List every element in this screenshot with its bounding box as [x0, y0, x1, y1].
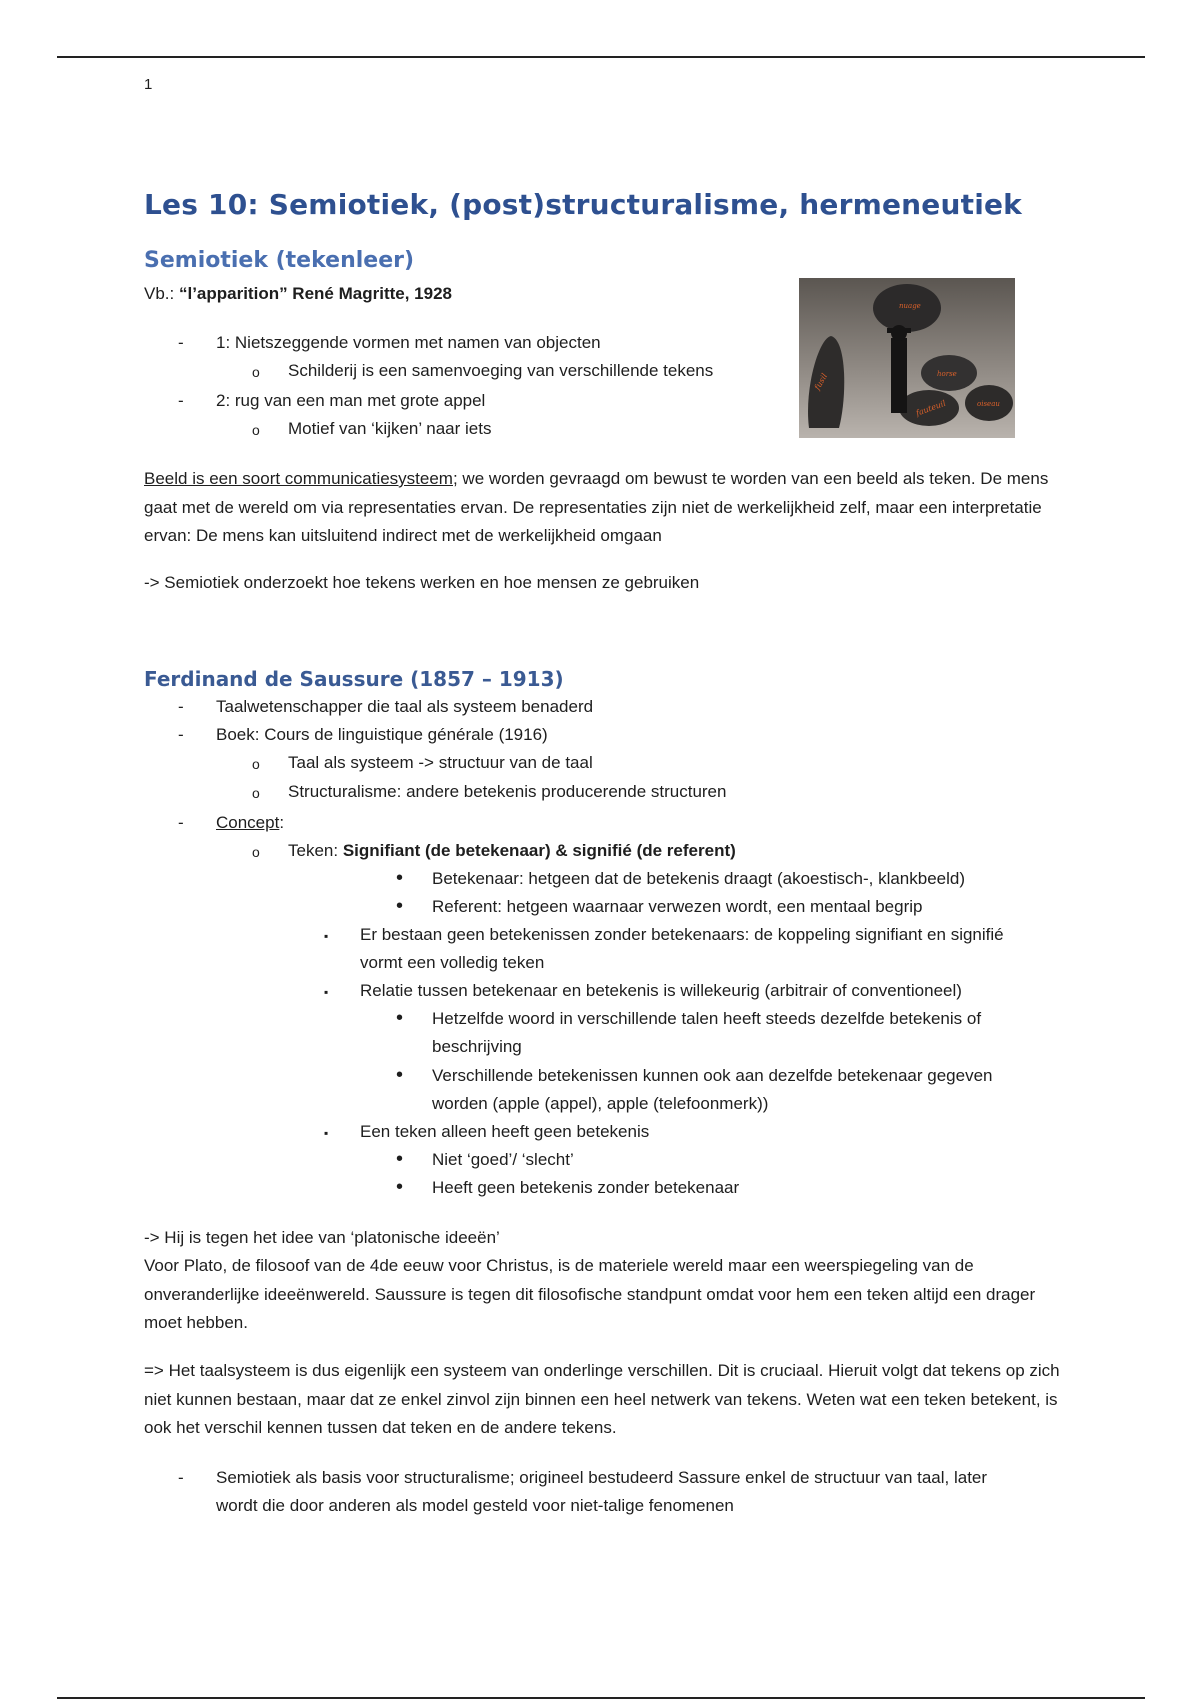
- example-title: “l’apparition” René Magritte, 1928: [178, 284, 452, 303]
- referent-line: Referent: hetgeen waarnaar verwezen wordt, een mentaal begrip: [432, 897, 923, 916]
- semiotiek-item-1: 1: Nietszeggende vormen met namen van objecten: [216, 333, 601, 352]
- saussure-item-1: Taalwetenschapper die taal als systeem benaderd: [216, 697, 594, 716]
- beeld-paragraph: [144, 465, 1064, 551]
- painting-word-nuage: nuage: [899, 302, 921, 310]
- circle-marker: o: [252, 422, 260, 438]
- dash-marker: -: [178, 697, 184, 716]
- geen-betekenis-line: Heeft geen betekenis zonder betekenaar: [432, 1178, 740, 1197]
- dash-marker: -: [178, 813, 184, 832]
- koppeling-line-2: vormt een volledig teken: [360, 953, 545, 972]
- painting-svg: [799, 278, 1015, 438]
- semiotiek-item-2-sub: Motief van ‘kijken’ naar iets: [288, 419, 492, 438]
- dot-marker: •: [396, 1176, 404, 1198]
- hetzelfde-line-2: beschrijving: [432, 1037, 522, 1056]
- circle-marker: o: [252, 785, 260, 801]
- header-rule: [57, 56, 1145, 58]
- concept-underlined: Concept: [216, 813, 280, 832]
- dot-marker: •: [396, 1148, 404, 1170]
- dash-marker: -: [178, 1468, 184, 1487]
- teken-bold: Signifiant (de betekenaar) & signifié (de referent): [342, 841, 736, 860]
- dash-marker: -: [178, 333, 184, 352]
- saussure-item-2: Boek: Cours de linguistique générale (1916): [216, 725, 548, 744]
- document-title: Les 10: Semiotiek, (post)structuralisme, hermeneutiek: [144, 188, 1022, 221]
- dot-marker: •: [396, 1064, 404, 1086]
- beeld-rest: ; we worden gevraagd om bewust te worden van een beeld als teken. De mens gaat met de wereld om via representaties ervan. De representaties zijn niet de werkelijkheid zelf, maar een interpretatie ervan: De mens kan uitsluitend indirect met de werkelijkheid omgaan: [144, 469, 1049, 545]
- beeld-underlined: Beeld is een soort communicatiesysteem: [144, 469, 453, 488]
- structuralisme-line-1: Semiotiek als basis voor structuralisme; origineel bestudeerd Sassure enkel de structuur van taal, later: [216, 1468, 988, 1487]
- dash-marker: -: [178, 391, 184, 410]
- verschillende-line-1: Verschillende betekenissen kunnen ook aan dezelfde betekenaar gegeven: [432, 1066, 993, 1085]
- painting-word-oiseau: oiseau: [977, 400, 1000, 408]
- example-prefix: Vb.:: [144, 284, 179, 303]
- koppeling-line-1: Er bestaan geen betekenissen zonder betekenaars: de koppeling signifiant en signifié: [360, 925, 1004, 944]
- dot-marker: •: [396, 867, 404, 889]
- saussure-item-2a: Taal als systeem -> structuur van de taal: [288, 753, 593, 772]
- circle-marker: o: [252, 364, 260, 380]
- dot-marker: •: [396, 1007, 404, 1029]
- painting-word-fauteuil: fauteuil: [914, 398, 948, 418]
- semiotiek-item-1-sub: Schilderij is een samenvoeging van verschillende tekens: [288, 361, 714, 380]
- plato-intro-line: -> Hij is tegen het idee van ‘platonische ideeën’: [144, 1228, 500, 1247]
- saussure-item-2b: Structuralisme: andere betekenis producerende structuren: [288, 782, 727, 801]
- structuralisme-line-2: wordt die door anderen als model gesteld voor niet-talige fenomenen: [216, 1496, 734, 1515]
- betekenaar-line: Betekenaar: hetgeen dat de betekenis draagt (akoestisch-, klankbeeld): [432, 869, 966, 888]
- dash-marker: -: [178, 725, 184, 744]
- magritte-painting-image: [799, 278, 1015, 438]
- hetzelfde-line-1: Hetzelfde woord in verschillende talen heeft steeds dezelfde betekenis of: [432, 1009, 982, 1028]
- square-marker: ▪: [324, 1126, 329, 1140]
- teken-line: [288, 837, 736, 865]
- relatie-line: Relatie tussen betekenaar en betekenis is willekeurig (arbitrair of conventioneel): [360, 981, 962, 1000]
- heading-semiotiek: Semiotiek (tekenleer): [144, 248, 415, 273]
- painting-word-horse: horse: [937, 370, 957, 378]
- teken-alleen-line: Een teken alleen heeft geen betekenis: [360, 1122, 650, 1141]
- teken-prefix: Teken:: [288, 841, 343, 860]
- dot-marker: •: [396, 895, 404, 917]
- square-marker: ▪: [324, 929, 329, 943]
- plato-paragraph: Voor Plato, de filosoof van de 4de eeuw voor Christus, is de materiele wereld maar een weerspiegeling van de onveranderlijke ideeënwereld. Saussure is tegen dit filosofische standpunt omdat voor hem een teken altijd een drager moet hebben.: [144, 1256, 1036, 1332]
- painting-word-fusil: fusil: [812, 371, 830, 392]
- square-marker: ▪: [324, 985, 329, 999]
- example-line: [144, 280, 452, 308]
- footer-rule: [57, 1697, 1145, 1699]
- concept-colon: :: [279, 813, 285, 832]
- circle-marker: o: [252, 756, 260, 772]
- verschillende-line-2: worden (apple (appel), apple (telefoonmerk)): [432, 1094, 769, 1113]
- taalsysteem-paragraph: => Het taalsysteem is dus eigenlijk een systeem van onderlinge verschillen. Dit is cruciaal. Hieruit volgt dat tekens op zich niet kunnen bestaan, maar dat ze enkel zinvol zijn binnen een heel netwerk van tekens. Weten wat een teken betekent, is ook het verschil kennen tussen dat teken en de andere tekens.: [144, 1361, 1060, 1437]
- goed-slecht-line: Niet ‘goed’/ ‘slecht’: [432, 1150, 574, 1169]
- circle-marker: o: [252, 844, 260, 860]
- page-number: 1: [144, 76, 153, 93]
- heading-saussure: Ferdinand de Saussure (1857 – 1913): [144, 667, 564, 691]
- semiotiek-item-2: 2: rug van een man met grote appel: [216, 391, 486, 410]
- semiotiek-conclusion-line: -> Semiotiek onderzoekt hoe tekens werken en hoe mensen ze gebruiken: [144, 573, 700, 592]
- saussure-item-3: [216, 809, 284, 837]
